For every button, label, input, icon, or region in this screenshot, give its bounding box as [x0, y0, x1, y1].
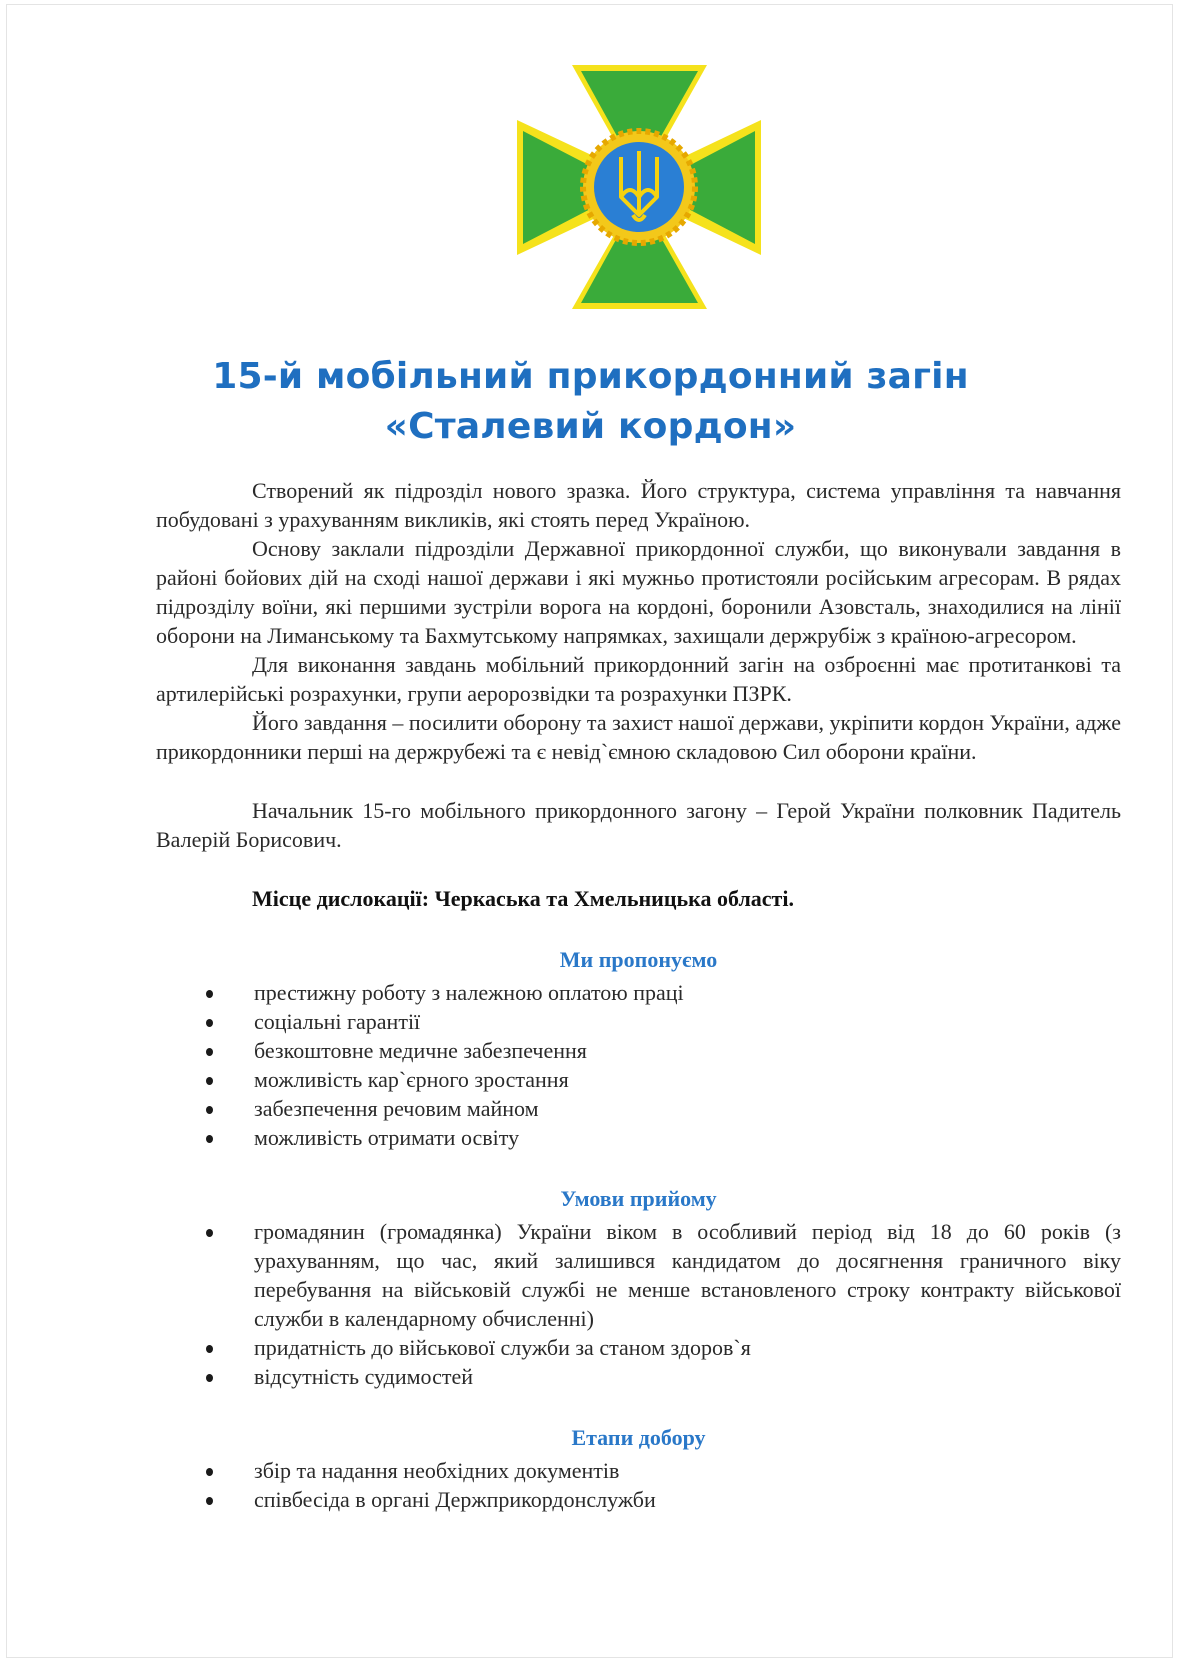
location-text: Місце дислокації: Черкаська та Хмельницька області. [252, 886, 794, 911]
list-item: громадянин (громадянка) України віком в особливий період від 18 до 60 років (з урахуванням, що час, який залишився кандидатом до досягнення граничного віку перебування на військовій службі не менше встановленого строку контракту військової служби в календарному обчисленні) [156, 1217, 1121, 1333]
list-item: можливість кар`єрного зростання [156, 1065, 1121, 1094]
page-title [0, 352, 1181, 452]
selection-list [156, 1456, 1121, 1514]
paragraph-foundation: Основу заклали підрозділи Державної прикордонної служби, що виконували завдання в районі бойових дій на сході нашої держави і які мужньо протистояли російським агресорам. В рядах підрозділу воїни, які першими зустріли ворога на кордоні, боронили Азовсталь, знаходилися на лінії оборони на Лиманському та Бахмутському напрямках, захищали держрубіж з країною-агресором. [156, 536, 1121, 648]
section-title-offer: Ми пропонуємо [559, 947, 718, 972]
title-line-1: 15-й мобільний прикордонний загін [212, 356, 969, 397]
section-title-selection: Етапи добору [571, 1425, 706, 1450]
list-item: можливість отримати освіту [156, 1123, 1121, 1152]
paragraph-intro: Створений як підрозділ нового зразка. Його структура, система управління та навчання побудовані з урахуванням викликів, які стоять перед Україною. [156, 478, 1121, 532]
bullet-icon [206, 1374, 213, 1382]
bullet-icon [206, 1048, 213, 1056]
bullet-icon [206, 990, 213, 998]
bullet-icon [206, 1229, 213, 1237]
paragraph-mission: Його завдання – посилити оборону та захист нашої держави, укріпити кордон України, адже прикордонники перші на держрубежі та є невід`ємною складовою Сил оборони країни. [156, 710, 1121, 764]
list-item: придатність до військової служби за станом здоров`я [156, 1333, 1121, 1362]
bullet-icon [206, 1019, 213, 1027]
list-item: відсутність судимостей [156, 1362, 1121, 1391]
bullet-icon [206, 1497, 213, 1505]
title-line-2: «Сталевий кордон» [384, 406, 797, 447]
bullet-icon [206, 1106, 213, 1114]
list-item: співбесіда в органі Держприкордонслужби [156, 1485, 1121, 1514]
section-title-conditions: Умови прийому [560, 1186, 717, 1211]
conditions-list [156, 1217, 1121, 1391]
paragraph-armament: Для виконання завдань мобільний прикордонний загін на озброєнні має протитанкові та артилерійські розрахунки, групи аеророзвідки та розрахунки ПЗРК. [156, 652, 1121, 706]
bullet-icon [206, 1135, 213, 1143]
list-item: престижну роботу з належною оплатою праці [156, 978, 1121, 1007]
bullet-icon [206, 1468, 213, 1476]
offer-list [156, 978, 1121, 1152]
document-body [156, 476, 1121, 1514]
border-guard-emblem-icon [517, 65, 761, 309]
bullet-icon [206, 1077, 213, 1085]
list-item: безкоштовне медичне забезпечення [156, 1036, 1121, 1065]
bullet-icon [206, 1345, 213, 1353]
list-item: збір та надання необхідних документів [156, 1456, 1121, 1485]
list-item: забезпечення речовим майном [156, 1094, 1121, 1123]
commander-text: Начальник 15-го мобільного прикордонного загону – Герой України полковник Падитель Валерій Борисович. [156, 798, 1121, 852]
list-item: соціальні гарантії [156, 1007, 1121, 1036]
